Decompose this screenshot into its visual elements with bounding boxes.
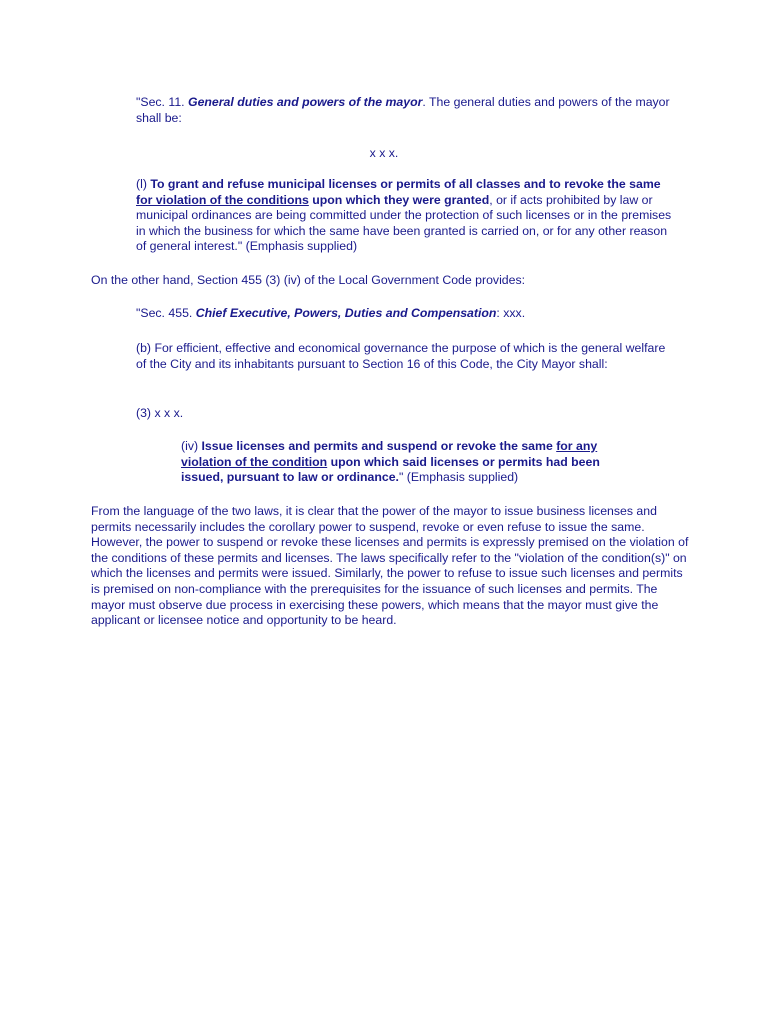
item-3-paragraph: (3) x x x.	[136, 406, 184, 420]
item-iv-underlined-emphasis: for any violation of the condition	[181, 439, 598, 469]
item-l-underlined-emphasis: for violation of the conditions	[136, 192, 309, 207]
item-iv-paragraph	[181, 439, 641, 486]
item-l-text: , or if acts prohibited by law or municipal ordinances are being committed under the protection of such licenses or in the premises in which the business for which the same have been granted is carried on, or for any other reason of general interest." (Emphasis supplied)	[136, 192, 672, 254]
item-l-label: (l)	[136, 177, 151, 191]
sec11-prefix: "Sec. 11.	[136, 95, 188, 109]
item-b-paragraph: (b) For efficient, effective and economical governance the purpose of which is the general welfare of the City and its inhabitants pursuant to Section 16 of this Code, the City Mayor shall:	[136, 341, 666, 371]
item-iv-emphasis-2: upon which said licenses or permits had been issued, pursuant to law or ordinance.	[181, 454, 600, 485]
item-iv-text: " (Emphasis supplied)	[398, 470, 519, 485]
sec455-prefix: "Sec. 455.	[136, 306, 196, 320]
item-iv-emphasis: Issue licenses and permits and suspend or revoke the same	[201, 439, 557, 453]
sec11-heading: General duties and powers of the mayor	[188, 95, 423, 109]
item-l-paragraph	[136, 177, 678, 255]
item-l-emphasis-2: upon which they were granted	[308, 192, 490, 207]
omission-marker: x x x.	[369, 146, 399, 160]
sec11-text: . The general duties and powers of the mayor shall be:	[136, 95, 670, 125]
conclusion-paragraph: From the language of the two laws, it is clear that the power of the mayor to issue business licenses and permits necessarily includes the corollary power to suspend, revoke or even refuse to issue the same. However, the power to suspend or revoke these licenses and permits is expressly premised on the violation of the conditions of these permits and licenses. The laws specifically refer to the "violation of the condition(s)" on which the licenses and permits were issued. Similarly, the power to refuse to issue such licenses and permits is premised on non-compliance with the prerequisites for the issuance of such licenses and permits. The mayor must observe due process in exercising these powers, which means that the mayor must give the applicant or licensee notice and opportunity to be heard.	[91, 504, 689, 628]
transition-paragraph: On the other hand, Section 455 (3) (iv) of the Local Government Code provides:	[91, 273, 526, 287]
item-iv-label: (iv)	[181, 439, 202, 453]
sec455-text: : xxx.	[496, 306, 526, 320]
sec455-quote-paragraph	[136, 306, 676, 322]
item-l-emphasis: To grant and refuse municipal licenses or permits of all classes and to revoke the same	[150, 177, 661, 191]
sec455-heading: Chief Executive, Powers, Duties and Compensation	[195, 306, 497, 320]
sec11-quote-paragraph	[136, 95, 676, 126]
